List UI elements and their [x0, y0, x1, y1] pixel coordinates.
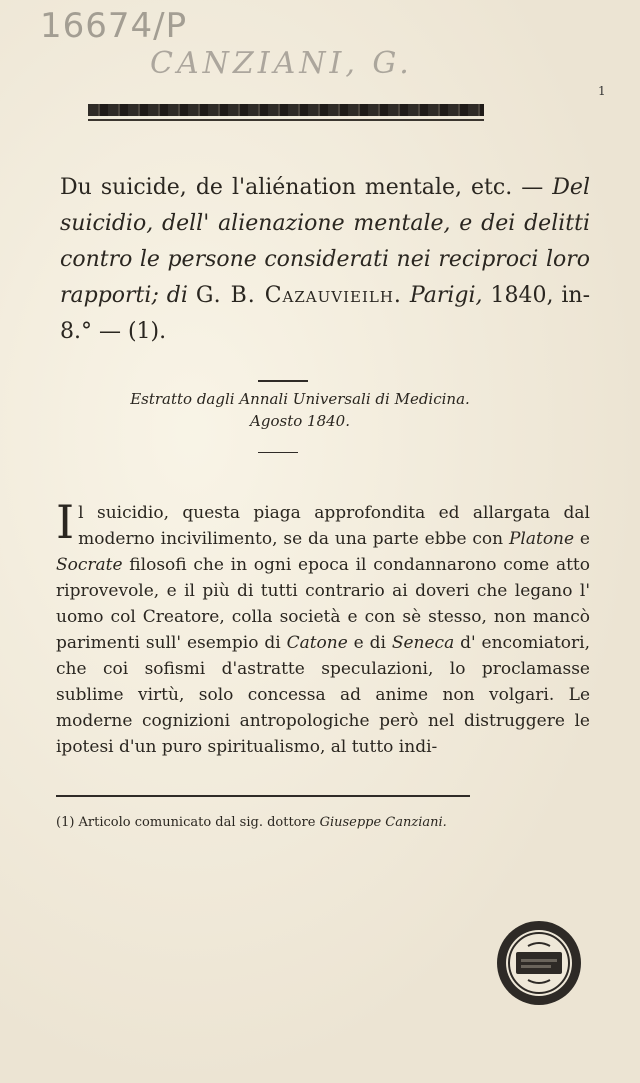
source-line-1: Estratto dagli Annali Universali di Medicina. — [130, 390, 470, 408]
title-french: Du suicide, de l'aliénation mentale, etc. — — [60, 175, 553, 200]
body-text-segment: e — [574, 529, 590, 549]
header-thin-rule — [88, 119, 484, 121]
body-text-segment: l suicidio, questa piaga approfondita ed allargata dal moderno incivilimento, se da una parte ebbe con — [78, 503, 590, 549]
drop-cap: I — [56, 495, 75, 549]
title-place: Parigi, — [409, 283, 483, 308]
shelfmark-annotation: 16674/P — [40, 6, 188, 46]
footnote-name: Giuseppe Canziani. — [319, 815, 447, 830]
body-text-content — [56, 503, 590, 757]
footnote — [56, 814, 596, 832]
footnote-text: (1) Articolo comunicato dal sig. dottore — [56, 815, 320, 830]
title-author: G. B. Cazauvieilh. — [195, 283, 402, 308]
body-paragraph — [56, 495, 591, 760]
body-italic-name: Catone — [286, 633, 348, 653]
body-italic-name: Socrate — [56, 555, 123, 575]
body-italic-name: Seneca — [391, 633, 455, 653]
source-note — [80, 388, 520, 432]
body-text-segment: d' encomiatori, che coi sofismi d'astratte speculazioni, lo proclamasse sublime virtù, solo concessa ad anime non volgari. Le moderne cognizioni antropologiche però nel distruggere le ipotesi d'un puro spiritualismo, al tutto indi- — [56, 633, 591, 757]
document-title — [60, 170, 590, 350]
title-italian: Del suicidio, dell' alienazione mentale, e dei delitti contro le persone considerati nei reciproci loro rapporti; di — [60, 175, 590, 308]
header-ornamental-rule — [88, 104, 484, 116]
library-stamp-icon — [494, 918, 584, 1008]
page-number: 1 — [598, 84, 606, 98]
body-text-segment: e di — [347, 633, 392, 653]
footnote-rule — [56, 795, 470, 797]
body-text-segment: filosofi che in ogni epoca il condannarono come atto riprovevole, e il più di tutti contrario ai doveri che legano l' uomo col Creatore, colla società e con sè stesso, non mancò parimenti sull' esempio di — [56, 555, 590, 653]
title-tail: 1840, in-8.° — (1). — [60, 283, 591, 344]
handwritten-author-note: CANZIANI, G. — [150, 46, 413, 81]
body-italic-name: Platone — [508, 529, 575, 549]
section-divider-top — [258, 380, 308, 382]
source-line-2: Agosto 1840. — [250, 412, 350, 430]
section-divider-bottom — [258, 452, 298, 453]
